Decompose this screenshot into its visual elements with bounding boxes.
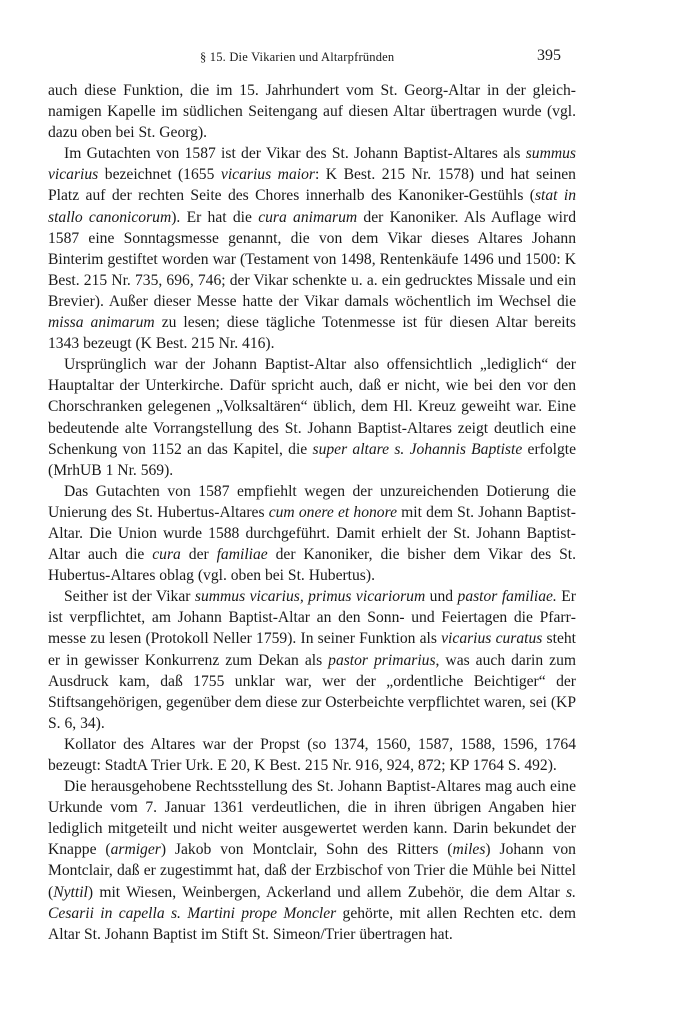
text-run: Ursprünglich war der Johann Baptist-Altar also offensichtlich „lediglich“ der Hauptaltar der Unterkirche. Dafür spricht auch, daß er nicht, wie bei den vor den Chorschranken gelegenen „Volksaltären“ üblich, dem Hl. Kreuz geweiht war. Eine bedeutende alte Vorrangstellung des St. Johann Baptist-Altares zeigt deutlich eine Schenkung von 1152 an das Kapitel, die xyxy=(48,356,576,458)
text-run: der Kanoniker. Als Auflage wird 1587 eine Sonntagsmesse genannt, die von dem Vikar dieses Altares Johann Binterim gestiftet worden war (Testament von 1498, Rentenkäufe 1496 und 1500: K Best. 215 Nr. 735, 696, 746; der Vikar schenkte u. a. ein gedrucktes Missale und ein Brevier). Außer dieser Messe hatte der Vikar damals wöchentlich im Wechsel die xyxy=(48,208,576,310)
text-run: erfolgte (MrhUB 1 Nr. 569). xyxy=(48,440,577,479)
page-number: 395 xyxy=(537,47,561,64)
text-run: : K Best. 215 Nr. 1578) und hat seinen Platz auf der rechten Seite des Chores innerhalb des Kanoniker-Gestühls ( xyxy=(48,166,576,205)
text-run: ) mit Wiesen, Weinbergen, Ackerland und allem Zubehör, die dem Altar xyxy=(87,883,567,901)
italic-latin-term: familiae xyxy=(216,546,268,564)
italic-latin-term: pastor familiae. xyxy=(457,588,557,606)
text-run: steht er in gewisser Konkurrenz zum Dekan als xyxy=(48,630,577,669)
text-run: mit dem St. Johann Baptist-Altar. Die Union wurde 1588 durchgeführt. Damit erhielt der St. Johann Baptist-Altar auch die xyxy=(48,503,576,564)
text-run: Im Gutachten von 1587 ist der Vikar des St. Johann Baptist-Altares als xyxy=(64,145,526,163)
italic-latin-term: Nyttil xyxy=(53,883,88,901)
italic-latin-term: s. Cesarii in capella s. Martini prope Moncler xyxy=(48,883,576,922)
text-run: gehörte, mit allen Rechten etc. dem Altar St. Johann Baptist im Stift St. Simeon/Trier übertragen hat. xyxy=(48,904,576,943)
text-run: Er ist verpflichtet, am Johann Baptist-Altar an den Sonn- und Feiertagen die Pfarrmesse zu lesen (Protokoll Neller 1759). In seiner Funktion als xyxy=(48,588,576,648)
text-run: Seither ist der Vikar xyxy=(64,588,195,606)
italic-latin-term: summus vicarius xyxy=(48,145,576,184)
body-text xyxy=(48,80,576,945)
paragraph xyxy=(48,80,576,143)
text-run: ) Johann von Montclair, daß er zugestimmt hat, daß der Erzbischof von Trier die Mühle bei Nittel ( xyxy=(48,841,576,901)
paragraph xyxy=(48,586,576,734)
italic-latin-term: cum onere et honore xyxy=(268,503,397,521)
paragraph xyxy=(48,143,576,354)
text-run: , was auch darin zum Ausdruck kam, daß 1755 unklar war, wer der „ordentliche Beichtiger“ der Stiftsangehörigen, gegenüber dem diese zur Osterbeichte verpflichtet waren, sei (KP S. 6, 34). xyxy=(48,651,576,732)
italic-latin-term: armiger xyxy=(110,841,161,859)
text-run: der xyxy=(180,546,217,564)
text-run: auch diese Funktion, die im 15. Jahrhundert vom St. Georg-Altar in der gleichnamigen Kapelle im südlichen Seitengang auf diesen Altar übertragen wurde (vgl. dazu oben bei St. Georg). xyxy=(48,82,576,142)
paragraph xyxy=(48,354,576,481)
italic-latin-term: cura animarum xyxy=(258,208,358,226)
italic-latin-term: vicarius maior xyxy=(220,166,315,184)
italic-latin-term: miles xyxy=(452,841,486,859)
running-title: § 15. Die Vikarien und Altarpfründen xyxy=(200,50,395,64)
text-run: Die herausgehobene Rechtsstellung des St. Johann Baptist-Altares mag auch eine Urkunde vom 7. Januar 1361 verdeutlichen, die in ihren übrigen Angaben hier lediglich mitgeteilt und nicht weiter ausgewertet werden kann. Darin bekundet der Knappe ( xyxy=(48,778,576,859)
text-run: und xyxy=(425,588,458,606)
italic-latin-term: summus vicarius, primus vicariorum xyxy=(194,588,426,606)
text-run: der Kanoniker, die bisher dem Vikar des St. Hubertus-Altares oblag (vgl. oben bei St. Hubertus). xyxy=(48,546,576,585)
running-head xyxy=(0,47,700,67)
text-run: bezeichnet (1655 xyxy=(98,166,221,184)
text-run: zu lesen; diese tägliche Totenmesse ist für diesen Altar bereits 1343 bezeugt (K Best. 215 Nr. 416). xyxy=(48,314,576,353)
italic-latin-term: missa animarum xyxy=(48,314,155,332)
italic-latin-term: cura xyxy=(152,546,181,564)
text-run: Kollator des Altares war der Propst (so 1374, 1560, 1587, 1588, 1596, 1764 bezeugt: StadtA Trier Urk. E 20, K Best. 215 Nr. 916, 924, 872; KP 1764 S. 492). xyxy=(48,735,576,774)
text-run: ). Er hat die xyxy=(171,208,259,226)
paragraph xyxy=(48,776,576,945)
italic-latin-term: vicarius curatus xyxy=(441,630,543,648)
text-run: ) Jakob von Montclair, Sohn des Ritters ( xyxy=(160,841,453,859)
italic-latin-term: pastor primarius xyxy=(328,651,436,669)
italic-latin-term: stat in stallo canonicorum xyxy=(48,187,577,226)
italic-latin-term: super altare s. Johannis Baptiste xyxy=(312,440,523,458)
text-run: Das Gutachten von 1587 empfiehlt wegen der unzureichenden Dotierung die Unierung des St. Hubertus-Altares xyxy=(48,482,576,521)
paragraph xyxy=(48,481,576,586)
paragraph xyxy=(48,734,576,776)
